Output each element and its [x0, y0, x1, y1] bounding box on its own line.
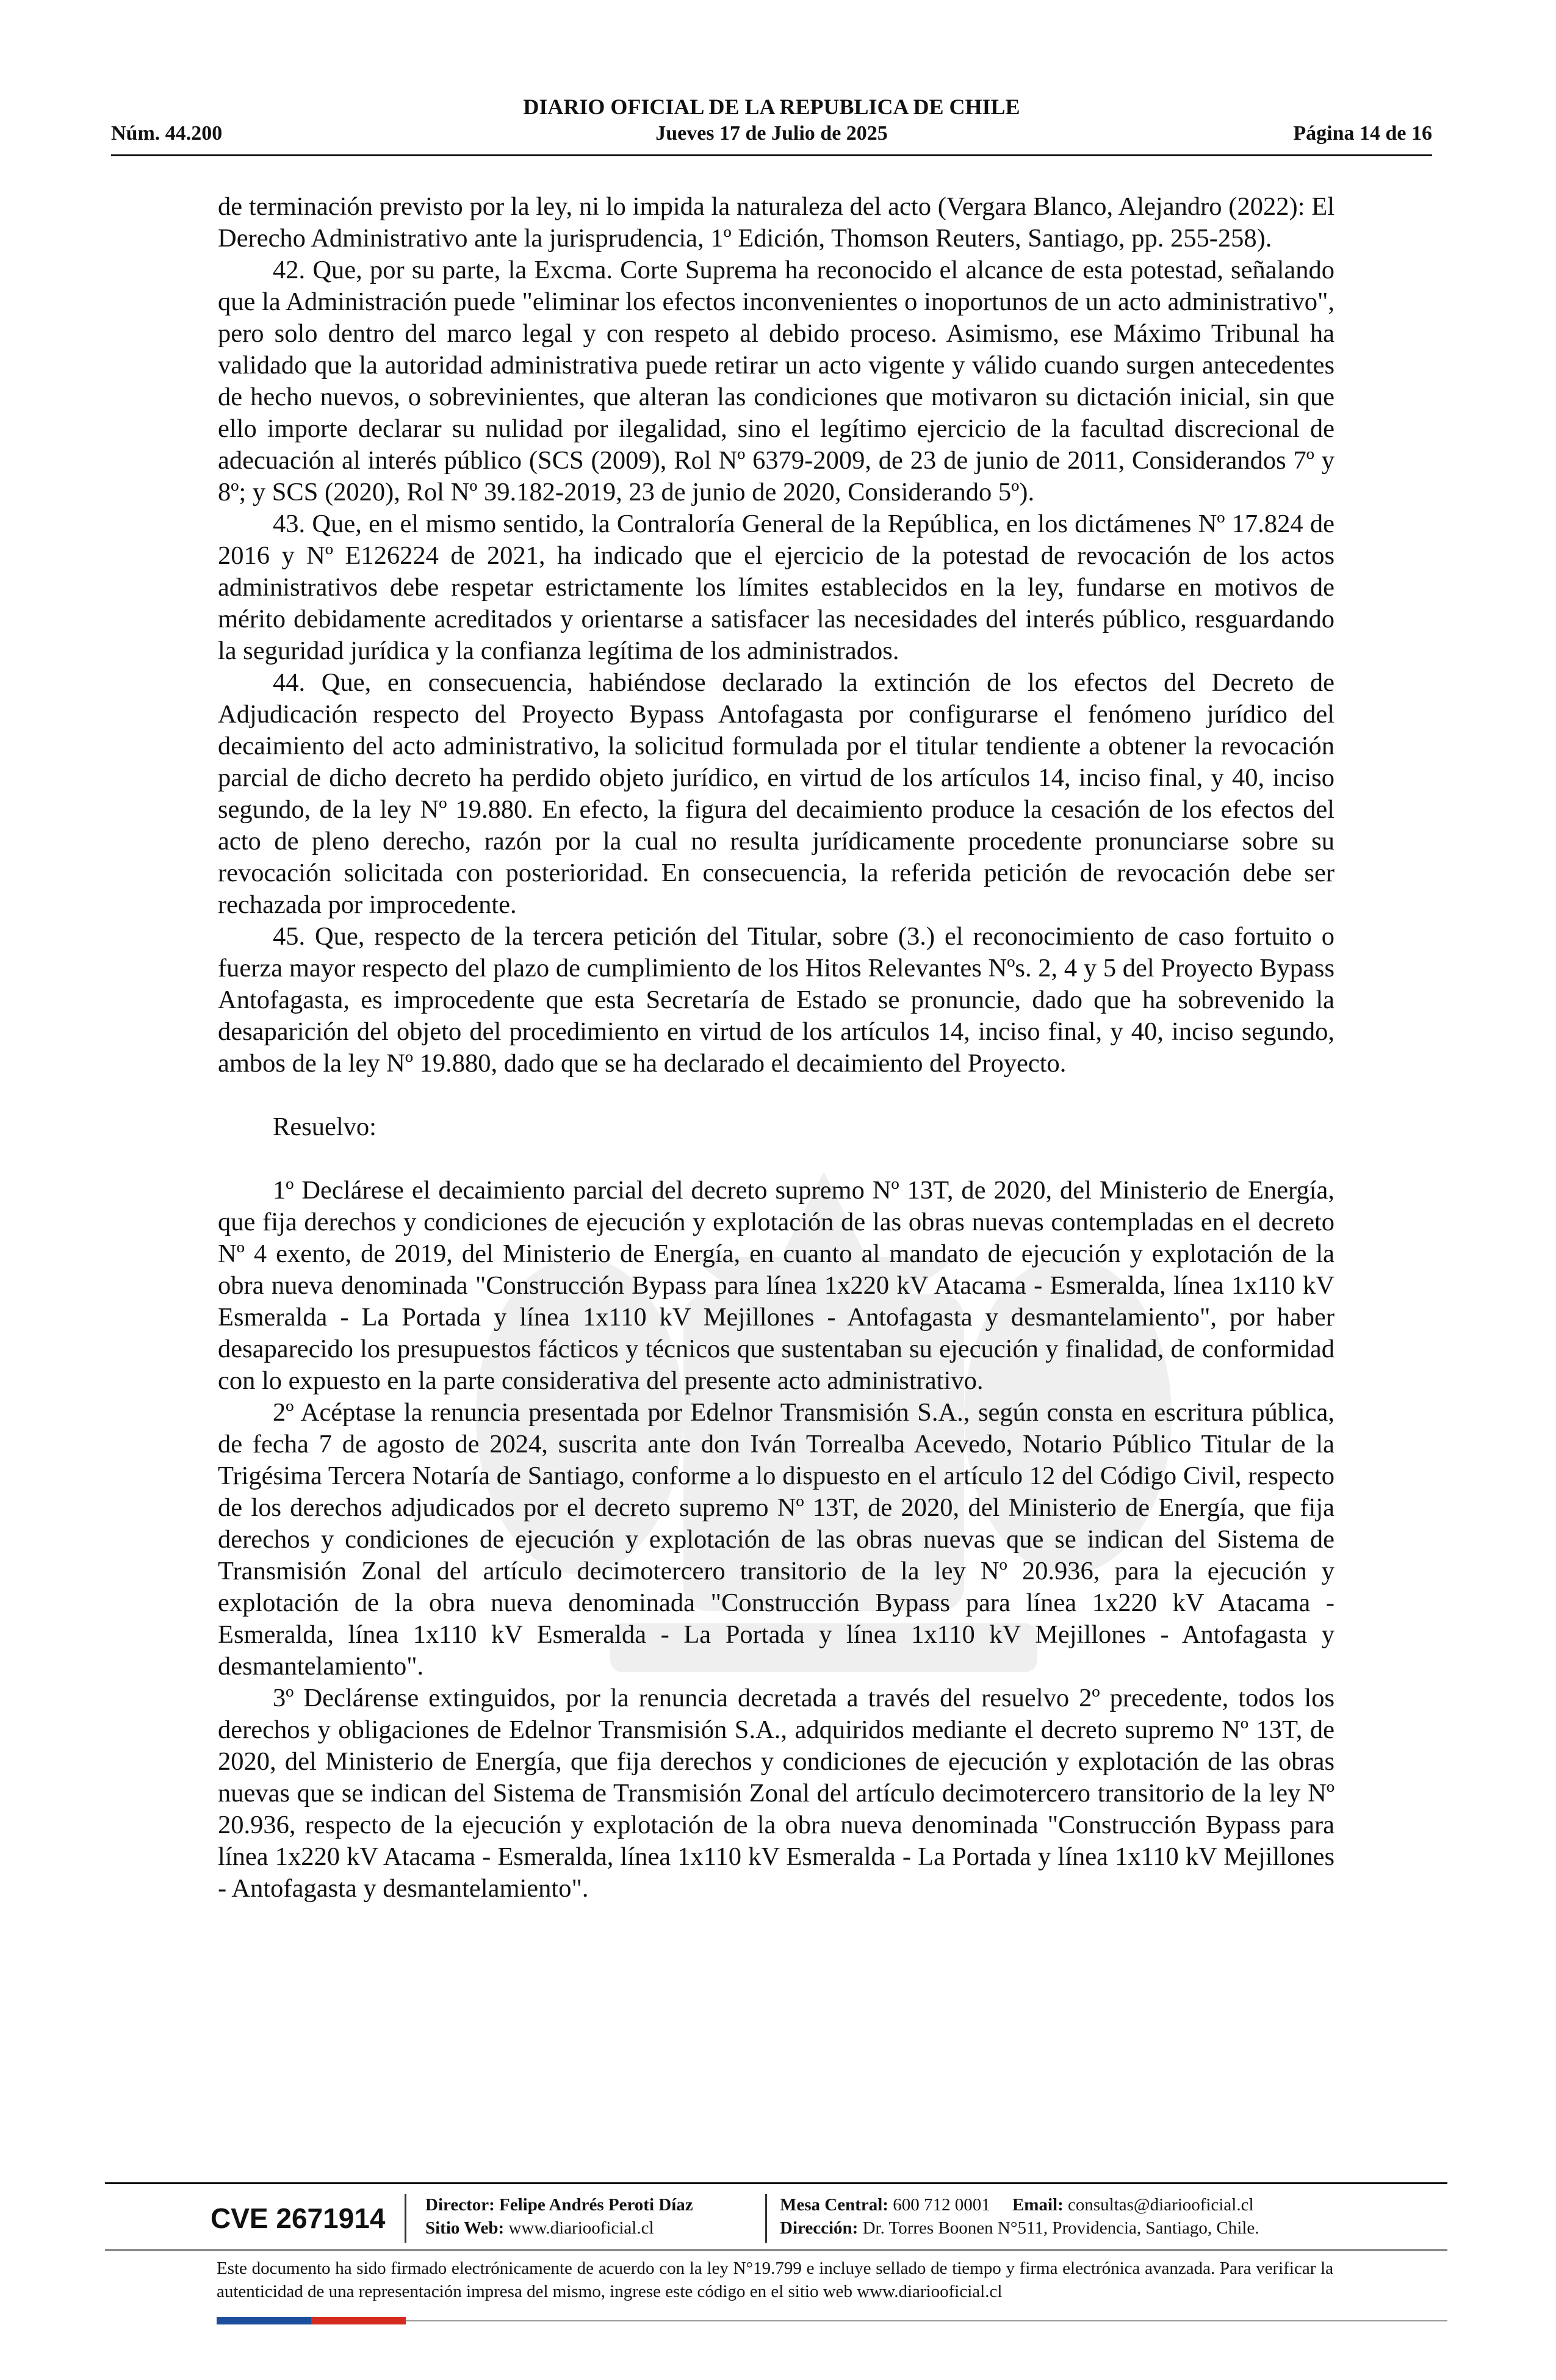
- publication-title: DIARIO OFICIAL DE LA REPUBLICA DE CHILE: [523, 95, 1020, 119]
- footer-divider: [105, 2182, 1447, 2184]
- website-label: Sitio Web:: [425, 2218, 505, 2238]
- page-header: [111, 92, 1432, 159]
- resolution-1: 1º Declárese el decaimiento parcial del decreto supremo Nº 13T, de 2020, del Ministerio de Energía, que fija derechos y condiciones de ejecución y explotación de las obras nuevas contempladas en el decreto Nº 4 exento, de 2019, del Ministerio de Energía, en cuanto al mandato de ejecución y explotación de la obra nueva denominada "Construcción Bypass para línea 1x220 kV Atacama - Esmeralda, línea 1x110 kV Esmeralda - La Portada y línea 1x110 kV Mejillones - Antofagasta y desmantelamiento", por haber desaparecido los presupuestos fácticos y técnicos que sustentaban su ejecución y finalidad, de conformidad con lo expuesto en la parte considerativa del presente acto administrativo.: [218, 1176, 1334, 1395]
- resolution-2: 2º Acéptase la renuncia presentada por Edelnor Transmisión S.A., según consta en escritura pública, de fecha 7 de agosto de 2024, suscrita ante don Iván Torrealba Acevedo, Notario Público Titular de la Trigésima Tercera Notaría de Santiago, conforme a lo dispuesto en el artículo 12 del Código Civil, respecto de los derechos adjudicados por el decreto supremo Nº 13T, de 2020, del Ministerio de Energía, que fija derechos y condiciones de ejecución y explotación de las obras nuevas que se indican del Sistema de Transmisión Zonal del artículo decimotercero transitorio de la ley Nº 20.936, para la ejecución y explotación de la obra nueva denominada "Construcción Bypass para línea 1x220 kV Atacama - Esmeralda, línea 1x110 kV Esmeralda - La Portada y línea 1x110 kV Mejillones - Antofagasta y desmantelamiento".: [218, 1398, 1334, 1681]
- address-line: [780, 2216, 1390, 2240]
- paragraph-continuation: de terminación previsto por la ley, ni lo impida la naturaleza del acto (Vergara Blanco, Alejandro (2022): El Derecho Administrativo ante la jurisprudencia, 1º Edición, Thomson Reuters, Santiago, pp. 255-258).: [218, 192, 1334, 253]
- director-label: Director:: [425, 2195, 495, 2215]
- header-divider: [111, 154, 1432, 156]
- document-body: [218, 191, 1334, 1905]
- publication-date: Jueves 17 de Julio de 2025: [655, 122, 888, 145]
- website-line: [425, 2216, 773, 2240]
- issue-number: Núm. 44.200: [111, 122, 223, 145]
- flag-stripe-blue: [217, 2317, 311, 2324]
- director-name: Felipe Andrés Peroti Díaz: [499, 2195, 693, 2215]
- footer-bottom-rule: [406, 2320, 1447, 2321]
- paragraph-42: 42. Que, por su parte, la Excma. Corte Suprema ha reconocido el alcance de esta potestad, señalando que la Administración puede "eliminar los efectos inconvenientes o inoportunos de un acto administrativo", pero solo dentro del marco legal y con respeto al debido proceso. Asimismo, ese Máximo Tribunal ha validado que la autoridad administrativa puede retirar un acto vigente y válido cuando surgen antecedentes de hecho nuevos, o sobrevinientes, que alteran las condiciones que motivaron su dictación inicial, sin que ello importe declarar su nulidad por ilegalidad, sino el legítimo ejercicio de la facultad discrecional de adecuación al interés público (SCS (2009), Rol Nº 6379-2009, de 23 de junio de 2011, Considerandos 7º y 8º; y SCS (2020), Rol Nº 39.182-2019, 23 de junio de 2020, Considerando 5º).: [218, 256, 1334, 507]
- website-link[interactable]: www.diariooficial.cl: [508, 2218, 654, 2238]
- electronic-signature-disclaimer: Este documento ha sido firmado electrónicamente de acuerdo con la ley N°19.799 e incluye sellado de tiempo y firma electrónica avanzada. Para verificar la autenticidad de una representación impresa del mismo, ingrese este código en el sitio web www.diariooficial.cl: [217, 2259, 1333, 2301]
- address-text: Dr. Torres Boonen N°511, Providencia, Santiago, Chile.: [862, 2218, 1259, 2238]
- flag-stripe-red: [311, 2317, 406, 2324]
- footer-column-divider: [765, 2194, 767, 2243]
- resuelvo-heading: Resuelvo:: [273, 1112, 376, 1141]
- paragraph-44: 44. Que, en consecuencia, habiéndose declarado la extinción de los efectos del Decreto de Adjudicación respecto del Proyecto Bypass Antofagasta por configurarse el fenómeno jurídico del decaimiento del acto administrativo, la solicitud formulada por el titular tendiente a obtener la revocación parcial de dicho decreto ha perdido objeto jurídico, en virtud de los artículos 14, inciso final, y 40, inciso segundo, de la ley Nº 19.880. En efecto, la figura del decaimiento produce la cesación de los efectos del acto de pleno derecho, razón por la cual no resulta jurídicamente procedente pronunciarse sobre su revocación solicitada con posterioridad. En consecuencia, la referida petición de revocación debe ser rechazada por improcedente.: [218, 668, 1334, 919]
- resolution-3: 3º Declárense extinguidos, por la renuncia decretada a través del resuelvo 2º precedente, todos los derechos y obligaciones de Edelnor Transmisión S.A., adquiridos mediante el decreto supremo Nº 13T, de 2020, del Ministerio de Energía, que fija derechos y condiciones de ejecución y explotación de las obras nuevas que se indican del Sistema de Transmisión Zonal del artículo decimotercero transitorio de la ley Nº 20.936, respecto de la ejecución y explotación de la obra nueva denominada "Construcción Bypass para línea 1x220 kV Atacama - Esmeralda, línea 1x110 kV Esmeralda - La Portada y línea 1x110 kV Mejillones - Antofagasta y desmantelamiento".: [218, 1684, 1334, 1903]
- cve-code: CVE 2671914: [211, 2194, 406, 2243]
- footer-contact-info: [780, 2193, 1390, 2240]
- phone-number: 600 712 0001: [893, 2195, 990, 2215]
- page-number: Página 14 de 16: [1293, 122, 1432, 145]
- footer-divider-lower: [105, 2249, 1447, 2251]
- contact-line: [780, 2193, 1390, 2216]
- email-label: Email:: [1012, 2195, 1064, 2215]
- paragraph-43: 43. Que, en el mismo sentido, la Contraloría General de la República, en los dictámenes Nº 17.824 de 2016 y Nº E126224 de 2021, ha indicado que el ejercicio de la potestad de revocación de los actos administrativos debe respetar estrictamente los límites establecidos en la ley, fundarse en motivos de mérito debidamente acreditados y orientarse a satisfacer las necesidades del interés público, resguardando la seguridad jurídica y la confianza legítima de los administrados.: [218, 510, 1334, 665]
- phone-label: Mesa Central:: [780, 2195, 888, 2215]
- footer-director-info: [425, 2193, 773, 2240]
- email-link[interactable]: consultas@diariooficial.cl: [1068, 2195, 1254, 2215]
- director-line: [425, 2193, 773, 2216]
- flag-stripe: [217, 2317, 406, 2324]
- paragraph-45: 45. Que, respecto de la tercera petición del Titular, sobre (3.) el reconocimiento de caso fortuito o fuerza mayor respecto del plazo de cumplimiento de los Hitos Relevantes Nºs. 2, 4 y 5 del Proyecto Bypass Antofagasta, es improcedente que esta Secretaría de Estado se pronuncie, dado que ha sobrevenido la desaparición del objeto del procedimiento en virtud de los artículos 14, inciso final, y 40, inciso segundo, ambos de la ley Nº 19.880, dado que se ha declarado el decaimiento del Proyecto.: [218, 922, 1334, 1078]
- address-label: Dirección:: [780, 2218, 859, 2238]
